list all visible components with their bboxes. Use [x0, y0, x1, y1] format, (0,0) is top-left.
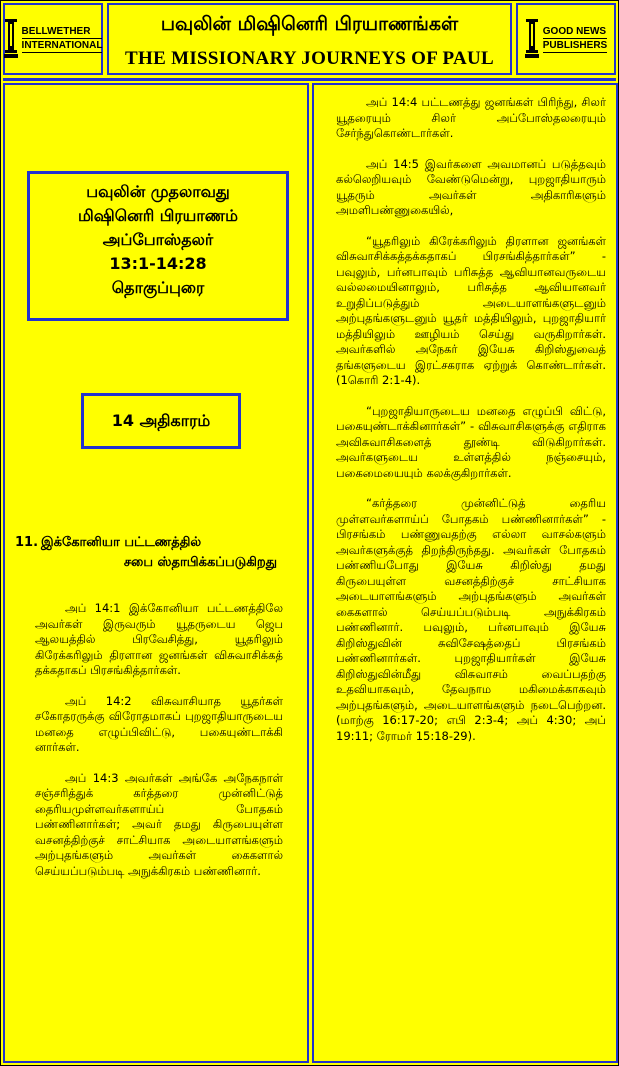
right-text-block [336, 95, 606, 759]
journey-title-line3: அப்போஸ்தலர் [102, 230, 214, 249]
logo-left-line2: INTERNATIONAL [21, 40, 103, 51]
section-heading [15, 533, 301, 573]
commentary-paragraph: “புறஜாதியாருடைய மனதை எழுப்பி விட்டு, பகையுண்டாக்கினார்கள்” - விசுவாசிகளுக்கு எதிராக அவிசுவாசிகளைத் தூண்டி விடுகிறார்கள். அவர்களுடைய உள்ளத்தில் நஞ்சையும், பகைமையையும் கலக்குகிறார்கள். [336, 403, 606, 480]
section-heading-line2: சபை ஸ்தாபிக்கப்படுகிறது [123, 555, 277, 570]
verse-paragraph: அப் 14:3 அவர்கள் அங்கே அநேகநாள் சஞ்சரித்துக் கர்த்தரை முன்னிட்டுத் தைரியமுள்ளவர்களாய்ப் போதகம் பண்ணினார்கள்; அவர் தமது கிருபையுள்ள வசனத்திற்குச் சாட்சியாக அடையாளங்களும் அற்புதங்களும் அவர்கள் கைகளால் செய்யப்படும்படி அநுக்கிரகம் பண்ணினார். [35, 770, 283, 878]
journey-title-line2: மிஷினெரி பிரயாணம் [78, 206, 238, 225]
verse-paragraph: அப் 14:2 விசுவாசியாத யூதர்கள் சகோதரருக்கு விரோதமாகப் புறஜாதியாருடைய மனதை எழுப்பிவிட்டு, பகையுண்டாக்கி னார்கள். [35, 693, 283, 754]
verse-paragraph: அப் 14:5 இவர்களை அவமானப் படுத்தவும் கல்லெறியவும் வேண்டுமென்று, புறஜாதியாரும் யூதரும் அவர்கள் அதிகாரிகளும் அமளிபண்ணுகையில், [336, 156, 606, 217]
logo-right-line2: PUBLISHERS [542, 40, 608, 51]
verse-paragraph: அப் 14:4 பட்டணத்து ஜனங்கள் பிரிந்து, சிலர் யூதரையும் சிலர் அப்போஸ்தலரையும் சேர்ந்துகொண்டார்கள். [336, 95, 606, 140]
logo-right-line1: GOOD NEWS [542, 26, 607, 37]
journey-title-line1: பவுலின் முதலாவது [86, 182, 230, 201]
left-text-block [35, 601, 283, 894]
section-heading-line1: இக்கோனியா பட்டணத்தில் [41, 535, 202, 550]
journey-title-line4: 13:1-14:28 [109, 254, 207, 273]
commentary-paragraph: “கர்த்தரை முன்னிட்டுத் தைரிய முள்ளவர்களாய்ப் போதகம் பண்ணினார்கள்” - பிரசங்கம் பண்ணுவதற்கு எல்லா வாசல்களும் அவர்களுக்குத் திறந்திருந்தது. அவர்கள் போதகம் பண்ணியபோது இயேசு கிறிஸ்து தமது கிருபையுள்ள வசனத்திற்குச் சாட்சியாக அடையாளங்களும் அற்புதங்களும் அவர்கள் கைகளால் செய்யப்படும்படி அநுக்கிரகம் பண்ணினார். பவுலும், பர்னபாவும் இயேசு கிறிஸ்துவின் சுவிசேஷத்தைப் பிரசங்கம் பண்ணினார்கள். புறஜாதியார்கள் இயேசு கிறிஸ்துவின்மீது விசுவாசம் வைப்பதற்கு உதவியாகவும், தேவநாம மகிமைக்காகவும் அற்புதங்களும், அடையாளங்களும் நடைபெற்றன. (மாற்கு 16:17-20; எபி 2:3-4; அப் 4:30; அப் 19:11; ரோமர் 15:18-29). [336, 496, 606, 743]
commentary-paragraph: “யூதரிலும் கிரேக்கரிலும் திரளான ஜனங்கள் விசுவாசிக்கத்தக்கதாகப் பிரசங்கித்தார்கள்” - பவுலும், பர்னபாவும் பரிசுத்த ஆவியானவருடைய வல்லமையினாலும், பரிசுத்த ஆவியானவர் உறுதிப்படுத்தும் அடையாளங்களுடனும் அற்புதங்களுடனும் யூதர் மத்தியிலும், புறஜாதியார் மத்தியிலும் ஊழியம் செய்து வருகிறார்கள். அவர்களில் அநேகர் இயேசு கிறிஸ்துவைத் தங்களுடைய இரட்சகராக ஏற்றுக் கொண்டார்கள். (1கொரி 2:1-4). [336, 233, 606, 387]
header [3, 3, 616, 77]
left-column [3, 83, 309, 1063]
bellwether-logo [3, 3, 103, 75]
title-english: THE MISSIONARY JOURNEYS OF PAUL [125, 48, 494, 69]
verse-paragraph: அப் 14:1 இக்கோனியா பட்டணத்திலே அவர்கள் இருவரும் யூதருடைய ஜெப ஆலயத்தில் பிரவேசித்து, யூதரிலும் கிரேக்கரிலும் திரளான ஜனங்கள் விசுவாசிக்கத் தக்கதாகப் பிரசங்கித்தார்கள். [35, 601, 283, 677]
lectern-icon [4, 19, 18, 59]
title-tamil: பவுலின் மிஷினெரி பிரயாணங்கள் [160, 13, 459, 35]
header-divider [3, 78, 616, 81]
good-news-logo [516, 3, 616, 75]
chapter-box: 14 அதிகாரம் [81, 393, 241, 449]
lectern-icon [525, 19, 539, 59]
title-box [107, 3, 512, 75]
logo-left-line1: BELLWETHER [22, 25, 103, 39]
journey-title-line5: தொகுப்புரை [111, 278, 205, 297]
section-number: 11. [15, 535, 39, 550]
journey-title-box [27, 171, 289, 321]
right-column [312, 83, 618, 1063]
